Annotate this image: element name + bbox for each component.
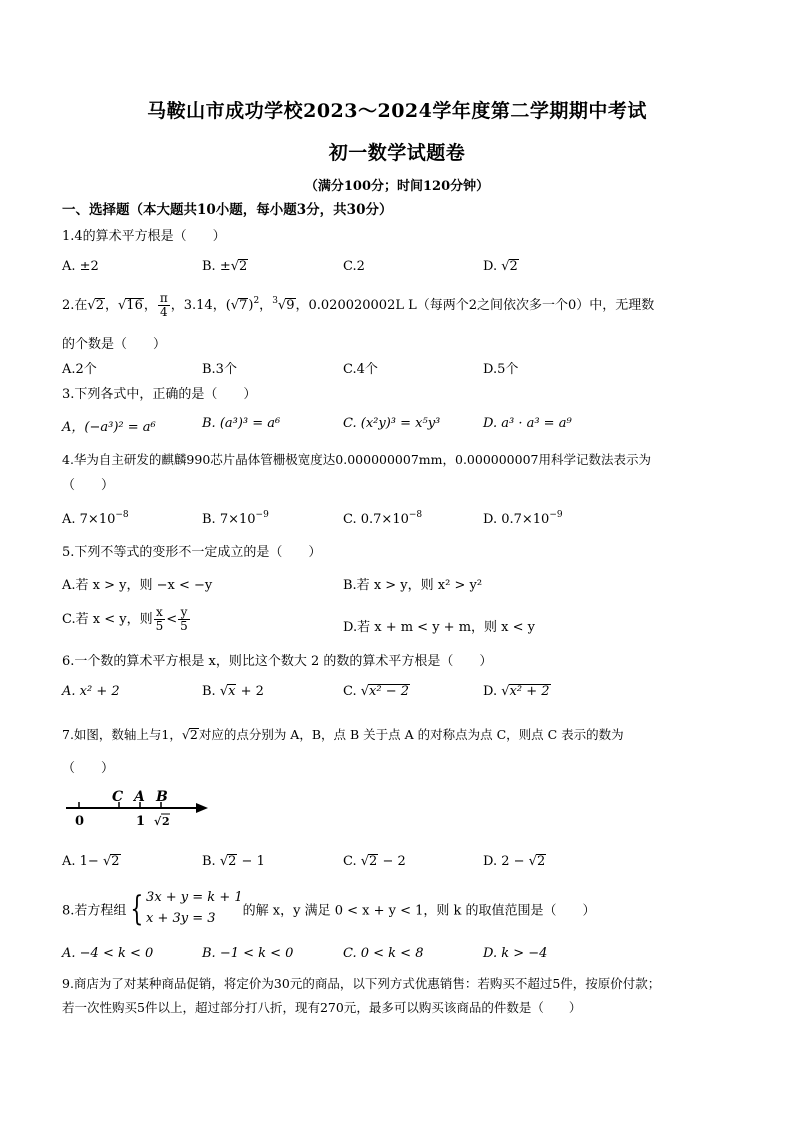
q8-option-c: C. 0 < k < 8 xyxy=(343,946,424,961)
exam-meta: （满分100分；时间120分钟） xyxy=(304,179,490,194)
q6-option-a: A. x² + 2 xyxy=(62,684,120,699)
q4-option-c: C. $0.7\times 10^{-8}$ xyxy=(343,510,423,527)
q8-stem: 8.若方程组 { 3x + y = k + 1 x + 3y = 3 的解 x，y 满足 0 < x + y < 1，则 k 的取值范围是（ ） xyxy=(62,888,596,929)
q9-stem: 9.商店为了对某种商品促销，将定价为30元的商品，以下列方式优惠销售：若购买不超过5件，按原价付款； xyxy=(62,976,661,991)
q7-stem: 7.如图，数轴上与1，√ 2对应的点分别为 A，B，点 B 关于点 A 的对称点为点 C，则点 C 表示的数为 xyxy=(62,725,624,743)
q4-option-d: D. $0.7\times 10^{-9}$ xyxy=(483,510,563,527)
q1-option-b: B. ±√ 2 xyxy=(202,259,248,274)
q6-option-b: B. √ x + 2 xyxy=(202,684,264,699)
q1-stem: 1.4的算术平方根是（ ） xyxy=(62,229,226,244)
q3-option-a: A，(−a³)² = a⁶ xyxy=(62,420,156,435)
q5-option-c: C.若 x < y，则 $\frac{x}{5}$ < $\frac{y}{5}$ xyxy=(62,605,188,634)
exam-subtitle: 初一数学试题卷 xyxy=(328,142,466,164)
label-zero: 0 xyxy=(75,814,85,829)
q4-stem-line2: （ ） xyxy=(62,478,115,493)
q5-option-a: A.若 x > y，则 −x < −y xyxy=(62,578,213,593)
q7-option-b: B. √ 2 − 1 xyxy=(202,854,265,869)
q6-option-c: C. √ x² − 2 xyxy=(343,684,410,699)
q9-stem-line2: 若一次性购买5件以上，超过部分打八折，现有270元，最多可以购买该商品的件数是（ ） xyxy=(62,1000,582,1015)
q6-stem: 6.一个数的算术平方根是 x，则比这个数大 2 的数的算术平方根是（ ） xyxy=(62,654,493,669)
q2-option-d: D.5个 xyxy=(483,362,519,377)
q1-option-c: C.2 xyxy=(343,259,365,274)
q2-stem: 2.在√ 2，√ 16， $\frac{\pi}{4}$ ，3.14，(√ 7)$^2$，$^3$√ 9，0.020020002L L（每两个2之间依次多一个0）中，无理数 xyxy=(62,292,654,319)
q8-option-b: B. −1 < k < 0 xyxy=(202,946,294,961)
q8-option-d: D. k > −4 xyxy=(483,946,548,961)
q4-option-a: A. $7\times 10^{-8}$ xyxy=(62,510,129,527)
q3-stem: 3.下列各式中，正确的是（ ） xyxy=(62,387,257,402)
label-one: 1 xyxy=(136,814,146,829)
number-line-figure xyxy=(62,785,222,830)
q2-option-a: A.2个 xyxy=(62,362,97,377)
q4-stem: 4.华为自主研发的麒麟990芯片晶体管栅极宽度达0.000000007mm，0.000000007用科学记数法表示为 xyxy=(62,452,651,467)
q6-option-d: D. √ x² + 2 xyxy=(483,684,551,699)
q2-stem-line2: 的个数是（ ） xyxy=(62,337,167,352)
label-a: A xyxy=(134,789,145,805)
svg-text:√: √ xyxy=(154,815,162,828)
label-b: B xyxy=(156,789,168,805)
label-sqrt2: 2 xyxy=(162,815,170,828)
q5-option-b: B.若 x > y，则 x² > y² xyxy=(343,578,483,593)
q7-option-d: D. 2 − √ 2 xyxy=(483,854,546,869)
q7-option-c: C. √ 2 − 2 xyxy=(343,854,406,869)
q1-option-a: A. ±2 xyxy=(62,259,99,274)
section-heading: 一、选择题（本大题共10小题，每小题3分，共30分） xyxy=(62,202,393,218)
q2-option-c: C.4个 xyxy=(343,362,378,377)
q7-stem-line2: （ ） xyxy=(62,761,115,776)
q5-option-d: D.若 x + m < y + m，则 x < y xyxy=(343,620,535,635)
q4-option-b: B. $7\times 10^{-9}$ xyxy=(202,510,269,527)
q8-eq1: 3x + y = k + 1 xyxy=(146,890,243,905)
q8-eq2: x + 3y = 3 xyxy=(146,910,216,926)
label-c: C xyxy=(112,789,124,805)
q3-option-d: D. a³ · a³ = a⁹ xyxy=(483,416,572,431)
exam-title: 马鞍山市成功学校2023～2024学年度第二学期期中考试 xyxy=(147,100,647,122)
q7-option-a: A. 1− √ 2 xyxy=(62,854,121,869)
q2-option-b: B.3个 xyxy=(202,362,237,377)
q8-option-a: A. −4 < k < 0 xyxy=(62,946,154,961)
q5-stem: 5.下列不等式的变形不一定成立的是（ ） xyxy=(62,545,322,560)
q3-option-c: C. (x²y)³ = x⁵y³ xyxy=(343,416,441,431)
q3-option-b: B. (a³)³ = a⁶ xyxy=(202,416,281,431)
q1-option-d: D. √ 2 xyxy=(483,259,519,274)
